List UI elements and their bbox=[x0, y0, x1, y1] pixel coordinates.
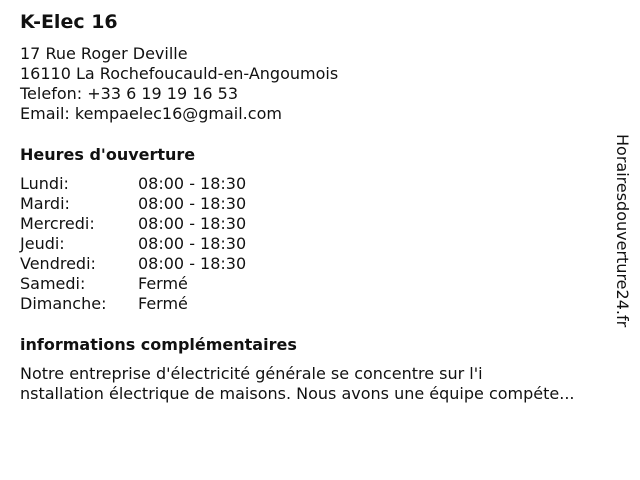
description-line: Notre entreprise d'électricité générale se concentre sur l'i bbox=[20, 364, 483, 383]
phone-number: Telefon: +33 6 19 19 16 53 bbox=[20, 84, 239, 103]
additional-info-title: informations complémentaires bbox=[20, 335, 297, 354]
hours-row-tuesday bbox=[20, 194, 246, 214]
time-value: 08:00 - 18:30 bbox=[138, 174, 247, 193]
hours-row-sunday bbox=[20, 294, 246, 314]
time-value: 08:00 - 18:30 bbox=[138, 214, 247, 233]
time-value: 08:00 - 18:30 bbox=[138, 194, 247, 213]
day-label: Dimanche: bbox=[20, 294, 107, 313]
hours-row-thursday bbox=[20, 234, 246, 254]
hours-row-friday bbox=[20, 254, 246, 274]
contact-block bbox=[20, 44, 338, 124]
time-value: 08:00 - 18:30 bbox=[138, 254, 247, 273]
day-label: Lundi: bbox=[20, 174, 69, 193]
address-city: 16110 La Rochefoucauld-en-Angoumois bbox=[20, 64, 339, 83]
day-label: Vendredi: bbox=[20, 254, 96, 273]
opening-hours-table bbox=[20, 174, 246, 314]
site-watermark: Horairesdouverture24.fr bbox=[613, 134, 632, 328]
day-label: Mardi: bbox=[20, 194, 70, 213]
time-value: Fermé bbox=[138, 294, 188, 313]
description-line: nstallation électrique de maisons. Nous avons une équipe compéte... bbox=[20, 384, 575, 403]
day-label: Mercredi: bbox=[20, 214, 95, 233]
hours-row-wednesday bbox=[20, 214, 246, 234]
hours-row-saturday bbox=[20, 274, 246, 294]
business-description bbox=[20, 364, 620, 404]
address-street: 17 Rue Roger Deville bbox=[20, 44, 188, 63]
day-label: Jeudi: bbox=[20, 234, 65, 253]
day-label: Samedi: bbox=[20, 274, 86, 293]
hours-row-monday bbox=[20, 174, 246, 194]
time-value: 08:00 - 18:30 bbox=[138, 234, 247, 253]
email-address: Email: kempaelec16@gmail.com bbox=[20, 104, 282, 123]
opening-hours-title: Heures d'ouverture bbox=[20, 145, 196, 164]
time-value: Fermé bbox=[138, 274, 188, 293]
business-name: K-Elec 16 bbox=[20, 11, 118, 33]
